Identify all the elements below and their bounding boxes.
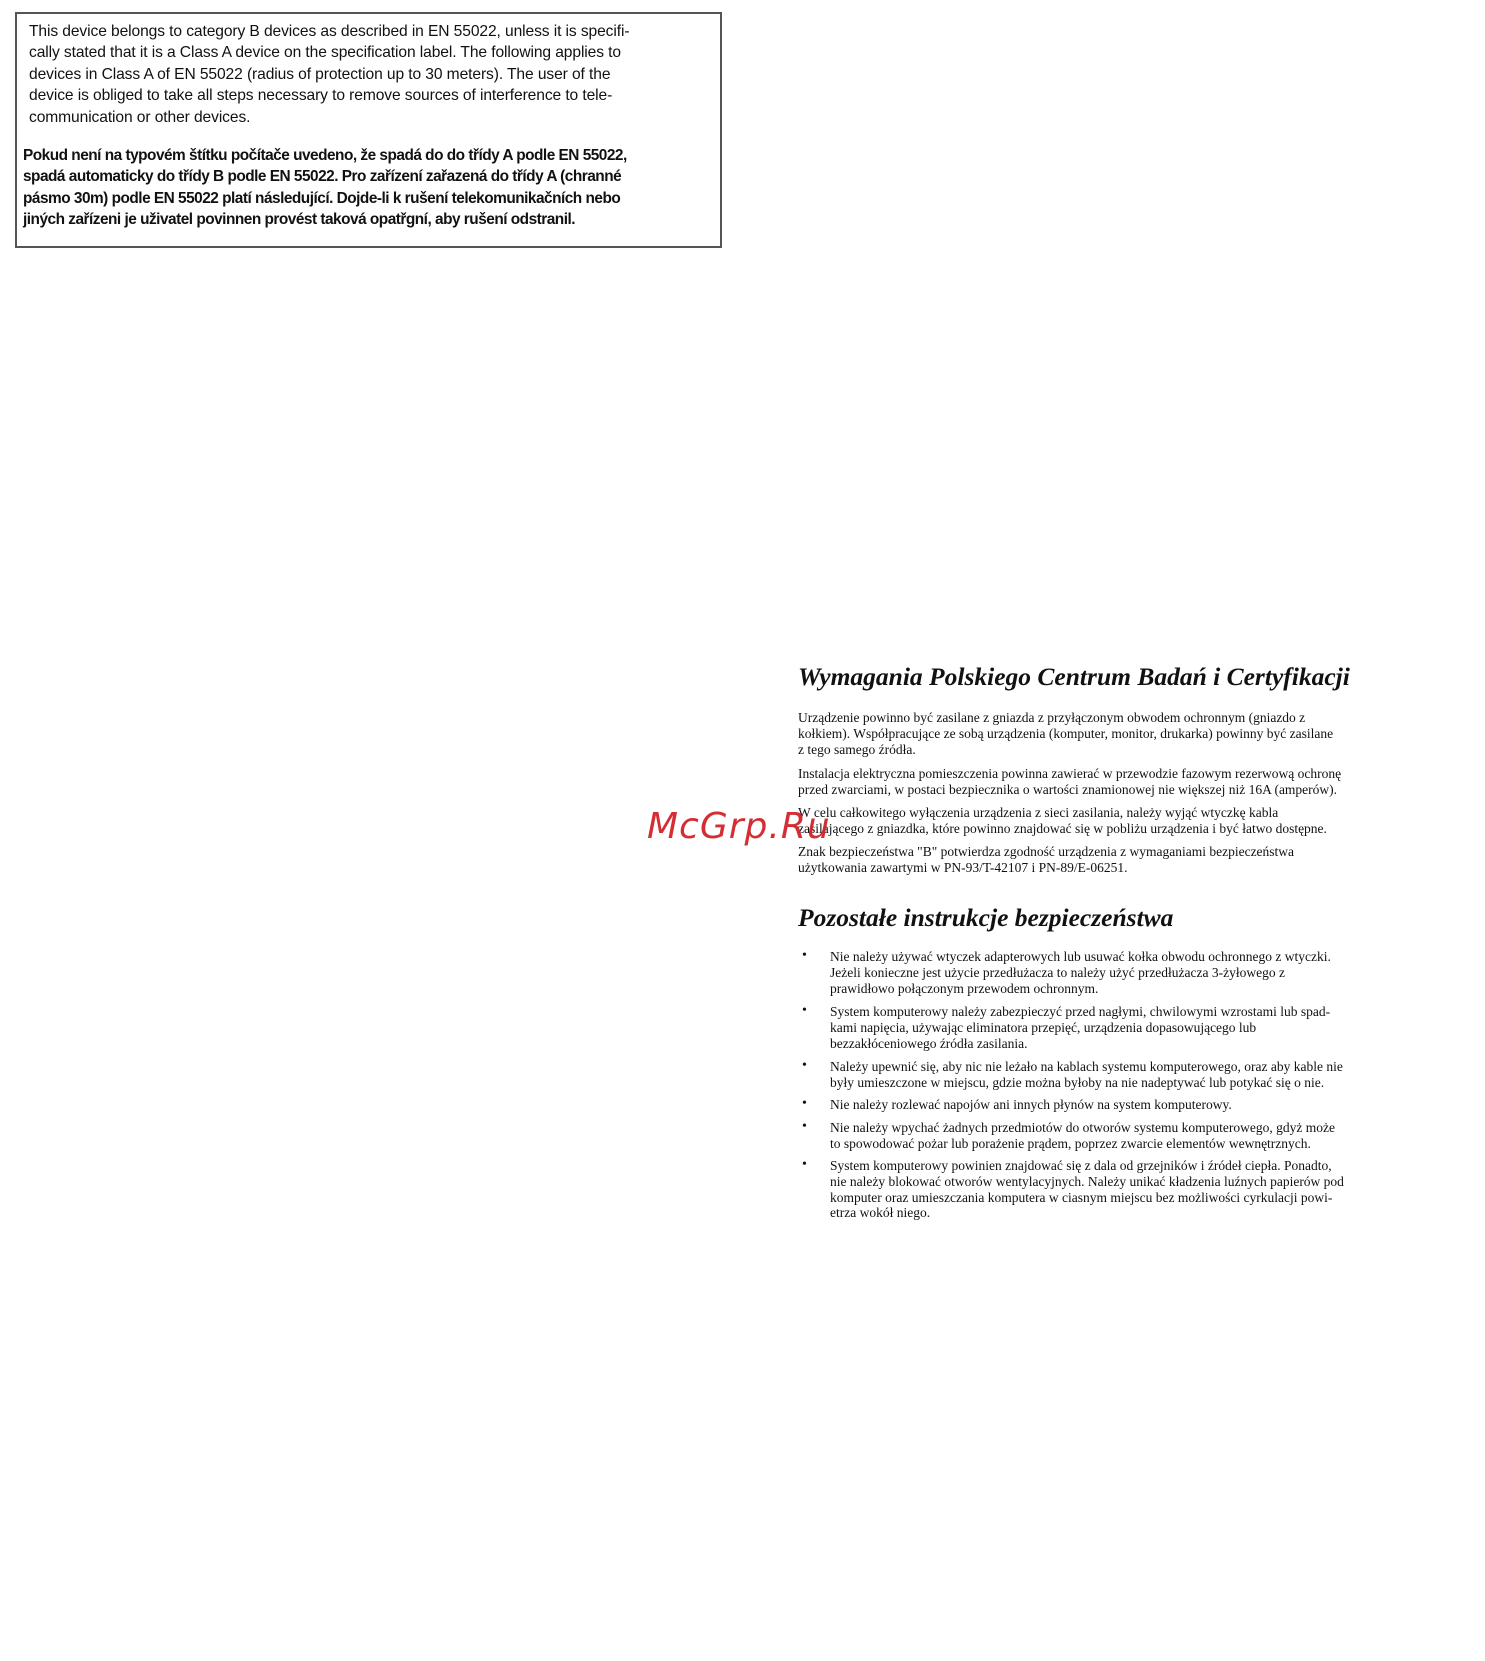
- notice-english-line: This device belongs to category B devices as described in EN 55022, unless it is specifi-: [29, 23, 630, 40]
- bullet-line: Jeżeli konieczne jest użycie przedłużacza to należy użyć przedłużacza 3-żyłowego z: [830, 964, 1285, 980]
- safety-instructions-section: [798, 903, 1438, 1221]
- notice-czech-line: Pokud není na typovém štítku počítače uvedeno, že spadá do do třídy A podle EN 55022,: [23, 147, 627, 164]
- bullet-text: [830, 949, 1331, 996]
- notice-czech-line: spadá automaticky do třídy B podle EN 55022. Pro zařízení zařazená do třídy A (chranné: [23, 168, 622, 186]
- polish-certification-section: [798, 662, 1438, 875]
- bullet-text: [830, 1097, 1232, 1113]
- bullet-line: etrza wokół niego.: [830, 1205, 931, 1221]
- bullet-line: Nie należy wpychać żadnych przedmiotów do otworów systemu komputerowego, gdyż może: [830, 1120, 1335, 1135]
- bullet-icon: •: [802, 1157, 807, 1172]
- bullet-line: System komputerowy należy zabezpieczyć przed nagłymi, chwilowymi wzrostami lub spad-: [830, 1004, 1331, 1019]
- paragraph-line: Urządzenie powinno być zasilane z gniazda z przyłączonym obwodem ochronnym (gniazdo z: [798, 710, 1306, 725]
- bullet-icon: •: [802, 1096, 807, 1111]
- certification-paragraph: [798, 766, 1341, 798]
- section-heading-safety: Pozostałe instrukcje bezpieczeństwa: [798, 903, 1174, 932]
- bullet-line: Nie należy używać wtyczek adapterowych lub usuwać kołka obwodu ochronnego z wtyczki.: [830, 949, 1331, 964]
- bullet-icon: •: [802, 1119, 807, 1134]
- bullet-text: [830, 1059, 1343, 1091]
- bullet-line: bezzakłóceniowego źródła zasilania.: [830, 1035, 1028, 1051]
- bullet-icon: •: [802, 1058, 807, 1073]
- notice-english-line: cally stated that it is a Class A device on the specification label. The following applies to: [29, 44, 621, 62]
- bullet-text: [830, 1120, 1335, 1152]
- notice-english-line: communication or other devices.: [29, 108, 251, 126]
- paragraph-line: z tego samego źródła.: [798, 741, 916, 757]
- paragraph-line: przed zwarciami, w postaci bezpiecznika o wartości znamionowej nie większej niż 16A (amperów).: [798, 781, 1338, 797]
- notice-czech-line: jiných zařízeni je uživatel povinnen provést taková opatřgní, aby rušení odstranil.: [23, 211, 576, 229]
- section-heading-certification: Wymagania Polskiego Centrum Badań i Certyfikacji: [798, 662, 1350, 691]
- bullet-line: prawidłowo połączonym przewodem ochronnym.: [830, 980, 1099, 996]
- bullet-line: były umieszczone w miejscu, gdzie można byłoby na nie nadeptywać lub potykać się o nie.: [830, 1074, 1325, 1090]
- paragraph-line: Instalacja elektryczna pomieszczenia powinna zawierać w przewodzie fazowym rezerwową ochronę: [798, 766, 1342, 781]
- notice-czech-line: pásmo 30m) podle EN 55022 platí následující. Dojde-li k rušení telekomunikačních nebo: [23, 189, 621, 207]
- bullet-icon: •: [802, 948, 807, 963]
- site-watermark: McGrp.Ru: [647, 806, 831, 847]
- notice-english-line: device is obliged to take all steps necessary to remove sources of interference to tele-: [29, 87, 613, 105]
- bullet-line: nie należy blokować otworów wentylacyjnych. Należy unikać kładzenia luźnych papierów pod: [830, 1173, 1344, 1189]
- bullet-text: [830, 1004, 1330, 1051]
- paragraph-line: W celu całkowitego wyłączenia urządzenia z sieci zasilania, należy wyjąć wtyczkę kabla: [798, 805, 1279, 820]
- paragraph-line: Znak bezpieczeństwa "B" potwierdza zgodność urządzenia z wymaganiami bezpieczeństwa: [798, 844, 1295, 859]
- bullet-icon: •: [802, 1003, 807, 1018]
- emc-notice-box: [15, 12, 722, 248]
- certification-paragraph: [798, 710, 1333, 757]
- paragraph-line: kołkiem). Współpracujące ze sobą urządzenia (komputer, monitor, drukarka) powinny być zasilane: [798, 725, 1334, 741]
- bullet-line: kami napięcia, używając eliminatora przepięć, urządzenia dopasowującego lub: [830, 1019, 1257, 1035]
- bullet-line: Nie należy rozlewać napojów ani innych płynów na system komputerowy.: [830, 1097, 1232, 1112]
- bullet-line: komputer oraz umieszczania komputera w ciasnym miejscu bez możliwości cyrkulacji powi-: [830, 1189, 1333, 1205]
- notice-czech-paragraph: [23, 145, 723, 231]
- bullet-line: System komputerowy powinien znajdować się z dala od grzejników i źródeł ciepła. Ponadto,: [830, 1158, 1332, 1173]
- bullet-line: Należy upewnić się, aby nic nie leżało na kablach systemu komputerowego, oraz aby kable nie: [830, 1059, 1343, 1074]
- certification-paragraph: [798, 805, 1327, 837]
- certification-paragraph: [798, 844, 1294, 876]
- paragraph-line: zasilającego z gniazdka, które powinno znajdować się w pobliżu urządzenia i być łatwo dostępne.: [798, 820, 1327, 836]
- paragraph-line: użytkowania zawartymi w PN-93/T-42107 i PN-89/E-06251.: [798, 859, 1128, 875]
- bullet-line: to spowodować pożar lub porażenie prądem, poprzez zwarcie elementów wewnętrznych.: [830, 1135, 1311, 1151]
- notice-english-line: devices in Class A of EN 55022 (radius of protection up to 30 meters). The user of the: [29, 65, 611, 83]
- bullet-text: [830, 1158, 1344, 1221]
- notice-english-paragraph: [29, 21, 719, 128]
